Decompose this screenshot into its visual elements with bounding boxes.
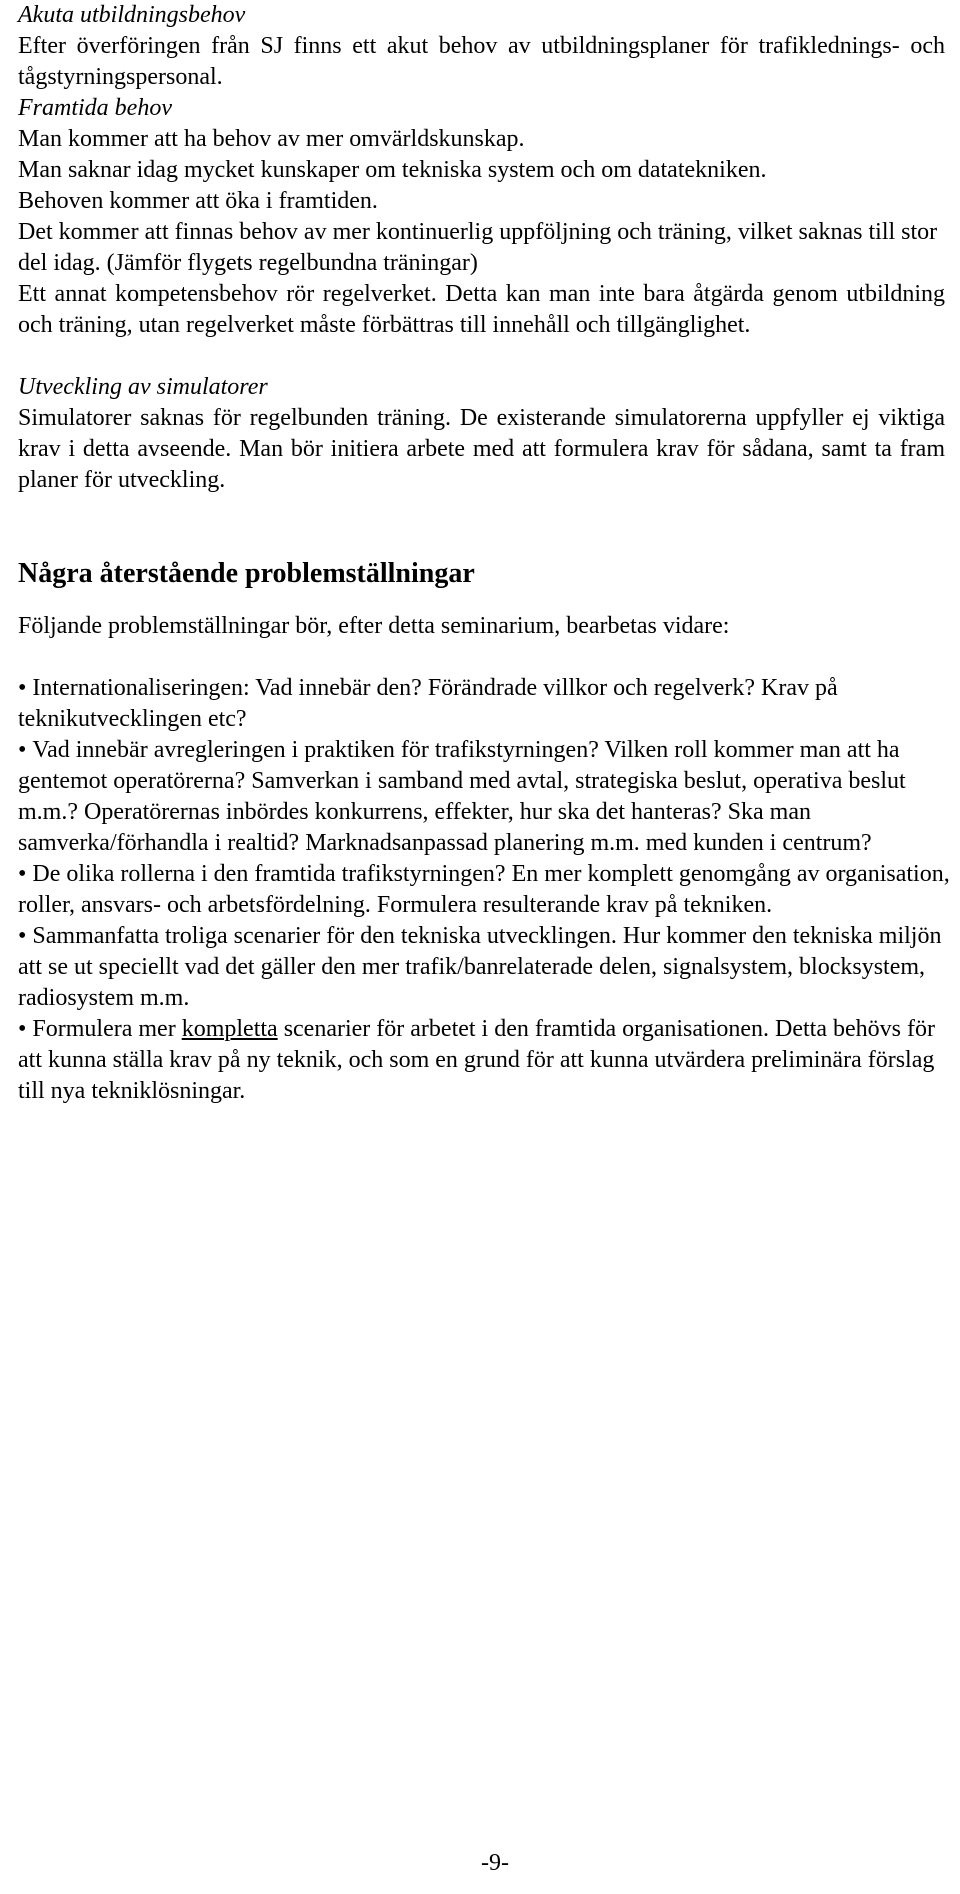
list-item: • Internationaliseringen: Vad innebär den? Förändrade villkor och regelverk? Krav på teknikutvecklingen etc? [18, 673, 958, 735]
page-number: -9- [481, 1850, 509, 1876]
paragraph-framtida-5: Ett annat kompetensbehov rör regelverket. Detta kan man inte bara åtgärda genom utbildning och träning, utan regelverket måste förbättras till innehåll och tillgänglighet. [18, 281, 945, 338]
paragraph-framtida-4: Det kommer att finnas behov av mer kontinuerlig uppföljning och träning, vilket saknas till stor del idag. (Jämför flygets regelbundna träningar) [18, 219, 938, 276]
paragraph-framtida-1: Man kommer att ha behov av mer omvärldskunskap. [18, 126, 525, 152]
paragraph-akuta: Efter överföringen från SJ finns ett akut behov av utbildningsplaner för trafiklednings- och tågstyrningspersonal. [18, 33, 945, 90]
heading-framtida-behov: Framtida behov [18, 95, 172, 121]
section-title-problemstallningar: Några återstående problemställningar [18, 558, 475, 589]
list-item-prefix: Formulera mer [32, 1016, 182, 1042]
underlined-word: kompletta [181, 1016, 278, 1042]
list-item: • De olika rollerna i den framtida trafikstyrningen? En mer komplett genomgång av organisation, roller, ansvars- och arbetsfördelning. Formulera resulterande krav på tekniken. [18, 859, 958, 921]
list-item [18, 1014, 958, 1107]
paragraph-simulatorer: Simulatorer saknas för regelbunden träning. De existerande simulatorerna uppfyller ej viktiga krav i detta avseende. Man bör initiera arbete med att formulera krav för sådana, samt ta fram planer för utveckling. [18, 405, 945, 493]
heading-akuta-utbildningsbehov: Akuta utbildningsbehov [18, 2, 246, 28]
list-item: • Vad innebär avregleringen i praktiken för trafikstyrningen? Vilken roll kommer man att ha gentemot operatörerna? Samverkan i samband med avtal, strategiska beslut, operativa beslut m.m.? Operatörernas inbördes konkurrens, effekter, hur ska det hanteras? Ska man samverka/förhandla i realtid? Marknadsanpassad planering m.m. med kunden i centrum? [18, 735, 958, 859]
list-item: • Sammanfatta troliga scenarier för den tekniska utvecklingen. Hur kommer den tekniska miljön att se ut speciellt vad det gäller den mer trafik/banrelaterade delen, signalsystem, blocksystem, radiosystem m.m. [18, 921, 958, 1014]
paragraph-framtida-3: Behoven kommer att öka i framtiden. [18, 188, 378, 214]
heading-utveckling-av-simulatorer: Utveckling av simulatorer [18, 374, 268, 400]
page-footer [0, 1848, 960, 1878]
paragraph-intro-problemstallningar: Följande problemställningar bör, efter detta seminarium, bearbetas vidare: [18, 613, 730, 639]
page-content [18, 0, 950, 1107]
paragraph-framtida-2: Man saknar idag mycket kunskaper om tekniska system och om datatekniken. [18, 157, 767, 183]
list-item-suffix: scenarier för arbetet i den framtida organisationen. Detta behövs för att kunna ställa krav på ny teknik, och som en grund för att kunna utvärdera preliminära förslag till nya tekniklösningar. [18, 1016, 935, 1104]
problem-bullet-list [18, 673, 958, 1107]
